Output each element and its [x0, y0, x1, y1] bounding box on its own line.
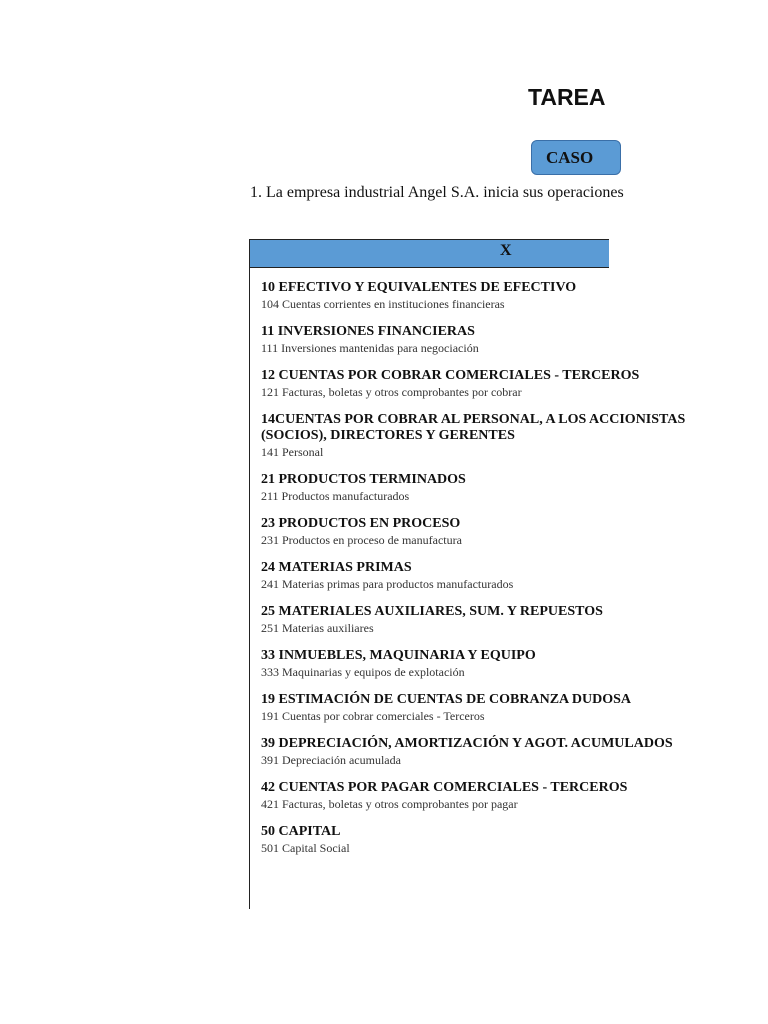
subaccount-line: 241 Materias primas para productos manufacturados — [261, 577, 514, 591]
subaccount-line: 104 Cuentas corrientes en instituciones financieras — [261, 297, 505, 311]
subaccount-line: 501 Capital Social — [261, 841, 350, 855]
account-title: 50 CAPITAL — [261, 824, 341, 839]
subaccount-line: 421 Facturas, boletas y otros comprobantes por pagar — [261, 797, 518, 811]
account-title: 12 CUENTAS POR COBRAR COMERCIALES - TERCEROS — [261, 368, 640, 383]
account-block — [261, 604, 609, 636]
account-title: 33 INMUEBLES, MAQUINARIA Y EQUIPO — [261, 648, 536, 663]
subaccount-line: 391 Depreciación acumulada — [261, 753, 401, 767]
case-label: CASO — [531, 140, 621, 175]
table-header — [250, 239, 609, 268]
account-title: 42 CUENTAS POR PAGAR COMERCIALES - TERCEROS — [261, 780, 628, 795]
account-title: 24 MATERIAS PRIMAS — [261, 560, 412, 575]
subaccount-line: 251 Materias auxiliares — [261, 621, 374, 635]
account-block — [261, 780, 628, 812]
account-title: 21 PRODUCTOS TERMINADOS — [261, 472, 466, 487]
subaccount-line: 333 Maquinarias y equipos de explotación — [261, 665, 465, 679]
account-title: 10 EFECTIVO Y EQUIVALENTES DE EFECTIVO — [261, 280, 577, 295]
account-block — [261, 692, 632, 724]
account-title-continued: (SOCIOS), DIRECTORES Y GERENTES — [261, 428, 515, 443]
case-statement: 1. La empresa industrial Angel S.A. inicia sus operaciones — [250, 184, 624, 201]
account-title: 39 DEPRECIACIÓN, AMORTIZACIÓN Y AGOT. ACUMULADOS — [261, 736, 673, 751]
subaccount-line: 121 Facturas, boletas y otros comprobantes por cobrar — [261, 385, 522, 399]
account-block — [261, 368, 640, 400]
table-header-label: X — [500, 242, 512, 259]
account-list — [250, 268, 686, 856]
subaccount-line: 211 Productos manufacturados — [261, 489, 410, 503]
account-block — [261, 516, 609, 548]
subaccount-line: 141 Personal — [261, 445, 324, 459]
account-title: 19 ESTIMACIÓN DE CUENTAS DE COBRANZA DUDOSA — [261, 692, 632, 707]
account-block — [261, 472, 609, 504]
account-block — [261, 560, 609, 592]
account-title: 25 MATERIALES AUXILIARES, SUM. Y REPUESTOS — [261, 604, 603, 619]
subaccount-line: 111 Inversiones mantenidas para negociación — [261, 341, 479, 355]
account-title: 23 PRODUCTOS EN PROCESO — [261, 516, 461, 531]
subaccount-line: 231 Productos en proceso de manufactura — [261, 533, 462, 547]
page-title: TAREA — [528, 84, 606, 110]
account-title: 14CUENTAS POR COBRAR AL PERSONAL, A LOS ACCIONISTAS — [261, 412, 686, 427]
account-block — [261, 280, 609, 312]
account-block — [261, 736, 673, 768]
accounts-table — [249, 239, 686, 909]
account-title: 11 INVERSIONES FINANCIERAS — [261, 324, 475, 339]
account-block — [261, 324, 609, 356]
account-block — [261, 648, 609, 680]
subaccount-line: 191 Cuentas por cobrar comerciales - Terceros — [261, 709, 485, 723]
account-block — [261, 412, 686, 460]
account-block — [261, 824, 609, 856]
